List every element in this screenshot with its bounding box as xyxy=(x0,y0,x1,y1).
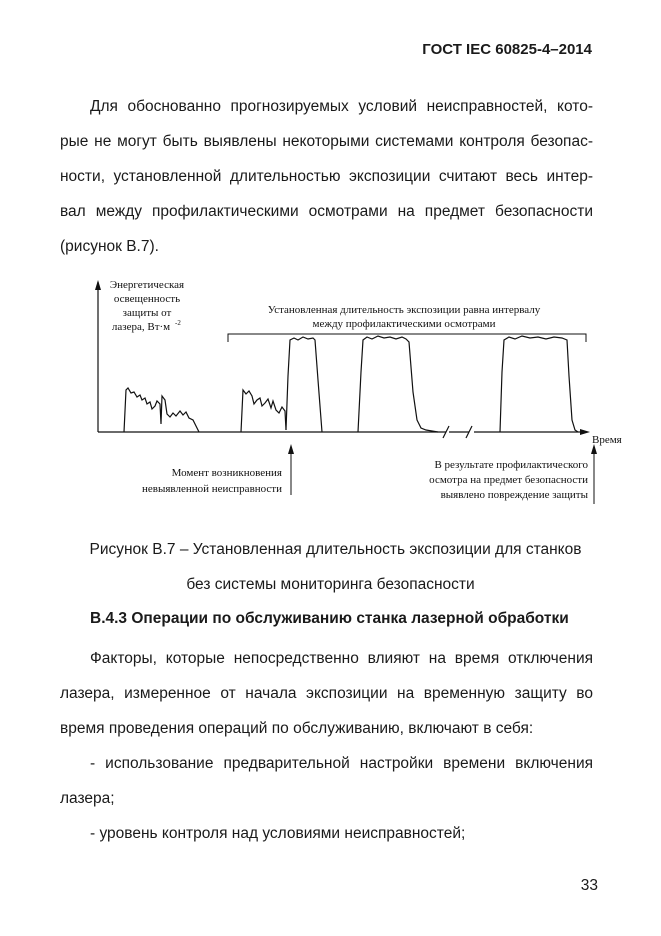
text-line: вал между профилактическими осмотрами на предмет безопасности xyxy=(60,203,593,220)
text-line: Факторы, которые непосредственно влияют на время отключения xyxy=(90,650,593,667)
figure-caption: без системы мониторинга безопасности xyxy=(186,576,475,593)
figure-caption: Рисунок В.7 – Установленная длительность экспозиции для станков xyxy=(89,541,582,558)
signal-burst-2 xyxy=(241,390,286,432)
inspection-label-line: В результате профилактического xyxy=(434,459,588,471)
x-axis-arrow-icon xyxy=(580,429,590,435)
signal-burst-1 xyxy=(124,388,199,432)
list-item-line: - использование предварительной настройки времени включения xyxy=(90,755,593,772)
fault-label xyxy=(142,467,282,495)
y-axis-label xyxy=(110,279,184,333)
fault-label-line: невыявленной неисправности xyxy=(142,483,282,495)
y-label-line: защиты от xyxy=(122,307,172,319)
text-line: лазера, измеренное от начала экспозиции на временную защиту во xyxy=(60,685,593,702)
fault-label-line: Момент возникновения xyxy=(171,467,282,479)
section-heading: В.4.3 Операции по обслуживанию станка лазерной обработки xyxy=(90,610,569,627)
standard-header: ГОСТ IEC 60825-4–2014 xyxy=(422,41,592,58)
text-line: ности, установленной длительностью экспозиции считают весь интер- xyxy=(60,168,593,185)
signal-plateau-2 xyxy=(358,336,438,432)
y-label-line: освещенность xyxy=(113,293,181,305)
bracket-label-line: между профилактическими осмотрами xyxy=(312,318,496,330)
y-label-line: лазера, Вт·м xyxy=(111,321,171,333)
text-line: (рисунок В.7). xyxy=(60,238,159,255)
signal-plateau-1 xyxy=(286,337,322,432)
y-axis-arrow-icon xyxy=(95,280,101,290)
text-line: время проведения операций по обслуживанию, включают в себя: xyxy=(60,720,534,737)
bracket-label xyxy=(268,304,541,330)
y-label-line: Энергетическая xyxy=(109,279,185,291)
x-axis-label: Время xyxy=(592,434,622,446)
signal-plateau-3 xyxy=(500,336,578,432)
text-line: рые не могут быть выявлены некоторыми системами контроля безопас- xyxy=(60,133,593,150)
inspection-label-line: выявлено повреждение защиты xyxy=(440,489,588,501)
bracket-label-line: Установленная длительность экспозиции равна интервалу xyxy=(267,304,541,316)
fault-arrow-icon xyxy=(288,444,294,454)
list-item-line: лазера; xyxy=(60,790,115,807)
body-paragraph xyxy=(60,641,593,851)
exposure-figure xyxy=(0,270,661,505)
inspection-label xyxy=(429,459,588,501)
y-label-exponent: -2 xyxy=(175,319,181,327)
list-item-line: - уровень контроля над условиями неисправностей; xyxy=(90,825,466,842)
text-line: Для обоснованно прогнозируемых условий неисправностей, кото- xyxy=(90,98,593,115)
page-number: 33 xyxy=(580,877,598,894)
inspection-label-line: осмотра на предмет безопасности xyxy=(429,474,588,486)
intro-paragraph xyxy=(60,89,593,264)
